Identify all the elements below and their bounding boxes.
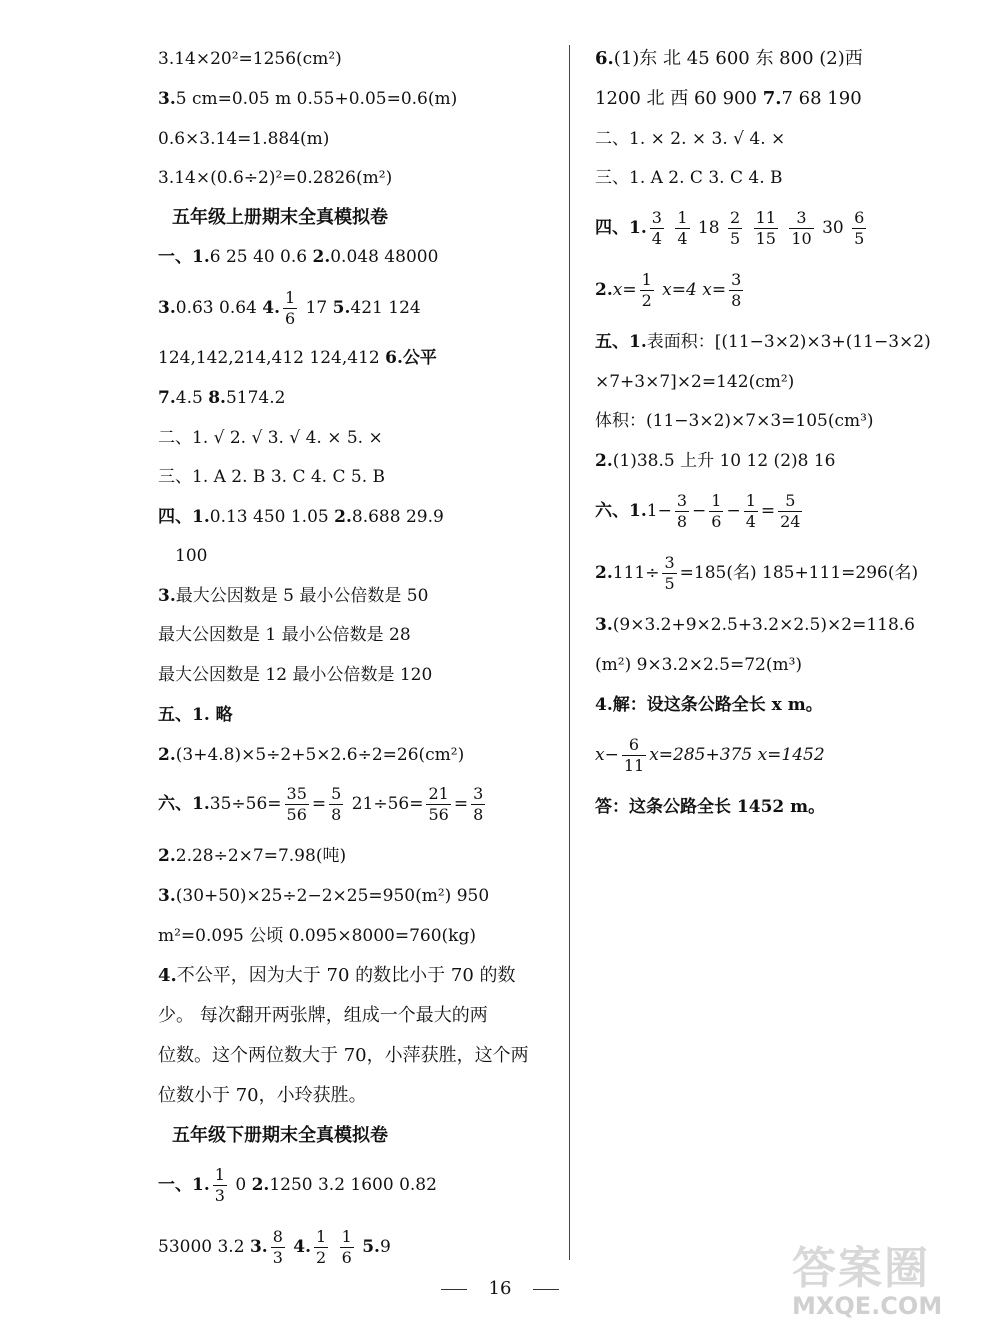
answer-line: 一、1.6 25 40 0.6 2.0.048 48000 xyxy=(158,247,439,267)
answer-line: 二、1. × 2. × 3. √ 4. × xyxy=(595,129,786,149)
watermark-url: MXQE.COM xyxy=(792,1292,943,1320)
fraction: $\frac{1}{4}$ xyxy=(677,208,688,248)
answer-line: 最大公因数是 1 最小公倍数是 28 xyxy=(158,625,411,645)
fraction: $\frac{11}{15}$ xyxy=(755,208,776,248)
fraction: $\frac{1}{6}$ xyxy=(285,288,296,328)
answer-line: 少。 每次翻开两张牌，组成一个最大的两 xyxy=(158,1005,488,1026)
answer-line: 6.(1)东 北 45 600 东 800 (2)西 xyxy=(595,48,863,69)
fraction: $\frac{1}{4}$ xyxy=(745,491,756,531)
answer-line: 2.(1)38.5 上升 10 12 (2)8 16 xyxy=(595,451,836,471)
footer-dash xyxy=(441,1289,467,1290)
answer-line: 五、1.表面积：[(11−3×2)×3+(11−3×2) xyxy=(595,332,931,352)
answer-line: 五、1. 略 xyxy=(158,705,233,725)
answer-line: 六、1.35÷56= $\frac{35}{56}$ = $\frac{5}{8}$ 21÷56= $\frac{21}{56}$ = $\frac{3}{8}$ xyxy=(158,784,484,824)
answer-line: 3.(9×3.2+9×2.5+3.2×2.5)×2=118.6 xyxy=(595,615,915,635)
answer-line: x− $\frac{6}{11}$ x=285+375 x=1452 xyxy=(595,735,825,775)
fraction: $\frac{8}{3}$ xyxy=(272,1227,283,1267)
fraction: $\frac{5}{24}$ xyxy=(780,491,801,531)
answer-line xyxy=(158,88,457,110)
section-title: 五年级下册期末全真模拟卷 xyxy=(172,1125,388,1146)
answer-line: 2.2.28÷2×7=7.98(吨) xyxy=(158,846,347,866)
answer-line: m²=0.095 公顷 0.095×8000=760(kg) xyxy=(158,926,476,946)
answer-line: 位数小于 70，小玲获胜。 xyxy=(158,1085,367,1106)
answer-line: 六、1.1− $\frac{3}{8}$ − $\frac{1}{6}$ − $\frac{1}{4}$ = $\frac{5}{24}$ xyxy=(595,491,801,531)
fraction: $\frac{3}{8}$ xyxy=(473,784,484,824)
answer-line: 体积：(11−3×2)×7×3=105(cm³) xyxy=(595,411,874,431)
answer-line: 1200 北 西 60 900 7.7 68 190 xyxy=(595,88,862,109)
item-number: 3. xyxy=(158,89,176,109)
fraction: $\frac{2}{5}$ xyxy=(729,208,741,248)
answer-line: ×7+3×7]×2=142(cm²) xyxy=(595,372,795,392)
answer-line: 53000 3.2 3. $\frac{8}{3}$ 4. $\frac{1}{2}$ $\frac{1}{6}$ 5.9 xyxy=(158,1227,391,1267)
answer-line: 2.(3+4.8)×5÷2+5×2.6÷2=26(cm²) xyxy=(158,745,465,765)
fraction: $\frac{3}{8}$ xyxy=(676,491,687,531)
answer-line: 2.111÷ $\frac{3}{5}$ =185(名) 185+111=296(名) xyxy=(595,553,919,593)
page-number: 16 xyxy=(488,1278,512,1299)
answer-line: 3.最大公因数是 5 最小公倍数是 50 xyxy=(158,586,429,606)
section-title: 五年级上册期末全真模拟卷 xyxy=(172,207,388,228)
fraction: $\frac{3}{5}$ xyxy=(664,553,675,593)
fraction: $\frac{6}{5}$ xyxy=(854,208,865,248)
answer-line: 位数。这个两位数大于 70，小萍获胜，这个两 xyxy=(158,1045,529,1066)
fraction: $\frac{3}{8}$ xyxy=(731,270,742,310)
fraction: $\frac{1}{6}$ xyxy=(341,1227,352,1267)
answer-line: 3.0.6̇3̇ 0.64 4. $\frac{1}{6}$ 17 5.421 124 xyxy=(158,288,421,328)
answer-line: 3.(30+50)×25÷2−2×25=950(m²) 950 xyxy=(158,886,490,906)
answer-line: 三、1. A 2. C 3. C 4. B xyxy=(595,168,783,188)
answer-line: 4.解：设这条公路全长 x m。 xyxy=(595,695,823,715)
fraction: $\frac{5}{8}$ xyxy=(331,784,342,824)
answer-line: (m²) 9×3.2×2.5=72(m³) xyxy=(595,655,803,675)
watermark xyxy=(792,1232,992,1320)
answer-line: 答：这条公路全长 1452 m。 xyxy=(595,797,826,817)
answer-line: 7.4.5 8.5174.2 xyxy=(158,388,286,408)
answer-line: 三、1. A 2. B 3. C 4. C 5. B xyxy=(158,467,386,487)
fraction: $\frac{21}{56}$ xyxy=(428,784,449,824)
answer-line: 四、1.0.13 450 1.05 2.8.688 29.9 xyxy=(158,507,444,527)
answer-line: 0.6×3.14=1.884(m) xyxy=(158,129,330,149)
answer-line: 100 xyxy=(175,546,208,566)
answer-line: 二、1. √ 2. √ 3. √ 4. × 5. × xyxy=(158,428,383,448)
answer-line: 4.不公平，因为大于 70 的数比小于 70 的数 xyxy=(158,965,516,986)
fraction: $\frac{1}{3}$ xyxy=(214,1165,225,1205)
column-divider xyxy=(569,45,570,1260)
answer-line: 一、1. $\frac{1}{3}$ 0 2.1250 3.2 1600 0.82 xyxy=(158,1165,437,1205)
answer-line: 124,142,214,412 124,412 6.公平 xyxy=(158,348,437,368)
fraction: $\frac{3}{10}$ xyxy=(791,208,812,248)
fraction: $\frac{1}{2}$ xyxy=(316,1227,327,1267)
fraction: $\frac{3}{4}$ xyxy=(651,208,662,248)
answer-line: 3.14×(0.6÷2)²=0.2826(m²) xyxy=(158,168,393,188)
fraction: $\frac{1}{6}$ xyxy=(711,491,722,531)
answer-line: 最大公因数是 12 最小公倍数是 120 xyxy=(158,665,433,685)
fraction: $\frac{1}{2}$ xyxy=(641,270,652,310)
answer-line: 3.14×20²=1256(cm²) xyxy=(158,49,342,69)
fraction: $\frac{35}{56}$ xyxy=(286,784,307,824)
fraction: $\frac{6}{11}$ xyxy=(623,735,645,775)
answer-line: 2.x= $\frac{1}{2}$ x=4 x= $\frac{3}{8}$ xyxy=(595,270,742,310)
answer-text: 5 cm=0.05 m 0.55+0.05=0.6(m) xyxy=(175,89,458,109)
watermark-logo: 答案圈 xyxy=(792,1243,930,1294)
answer-line: 四、1. $\frac{3}{4}$ $\frac{1}{4}$ 18 $\frac{2}{5}$ $\frac{11}{15}$ $\frac{3}{10}$ 30 $\frac{6}{5}$ xyxy=(595,208,865,248)
footer-dash xyxy=(533,1289,559,1290)
